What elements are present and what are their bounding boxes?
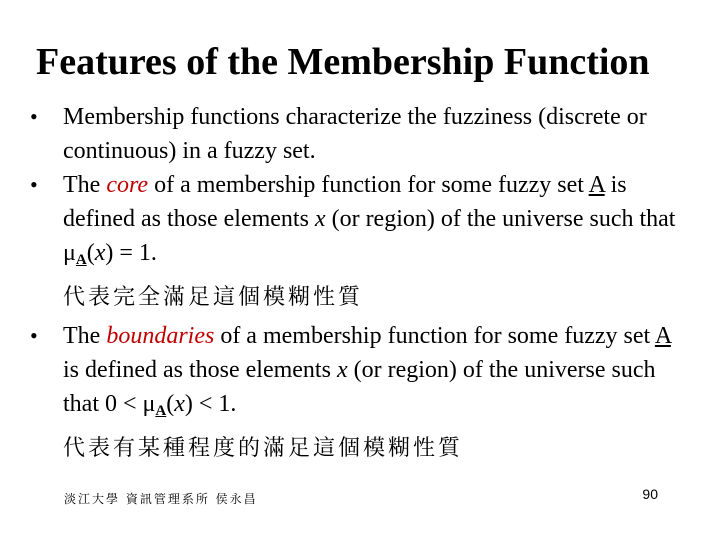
paren-open: (: [86, 240, 95, 266]
variable-x: x: [336, 357, 348, 383]
bullet-text-pre: The: [63, 323, 107, 349]
bullet-text-pre: The: [63, 172, 107, 198]
bullet-text-post: is defined as those elements: [63, 357, 337, 383]
bullet-text-post: (or region) of the universe such that: [325, 206, 676, 232]
bullet-dot-icon: •: [30, 172, 38, 197]
bullet-text-post: (or region) of the universe such that 0 <: [63, 357, 656, 417]
mu-subscript: A: [75, 252, 87, 268]
bullet-text: Membership functions characterize the fuzziness (discrete or continuous) in a fuzzy set.: [63, 104, 647, 164]
mu-symbol: μ: [63, 240, 76, 266]
term-core: core: [106, 172, 149, 198]
bullet-item: [30, 168, 690, 277]
bullet-dot-icon: •: [30, 323, 38, 348]
paren-open: (: [166, 391, 175, 417]
bullet-text-mid: of a membership function for some fuzzy set: [214, 323, 655, 349]
slide-title: Features of the Membership Function: [36, 41, 650, 83]
term-boundaries: boundaries: [106, 323, 215, 349]
fuzzy-set-name: A: [654, 323, 671, 349]
bullet-dot-icon: •: [30, 104, 38, 129]
mu-subscript: A: [155, 403, 167, 419]
variable-x: x: [174, 391, 185, 417]
bullet-text-mid: of a membership function for some fuzzy set: [148, 172, 589, 198]
bullet-item: [30, 100, 690, 168]
bullet-text-post: is defined as those elements: [63, 172, 627, 232]
variable-x: x: [94, 240, 106, 266]
chinese-note-boundaries: 代表有某種程度的滿足這個模糊性質: [63, 436, 464, 461]
bullet-list: [30, 100, 690, 470]
variable-x: x: [314, 206, 326, 232]
page-number: 90: [642, 486, 658, 502]
chinese-note-core: 代表完全滿足這個模糊性質: [63, 285, 364, 310]
equation-tail: ) < 1.: [184, 391, 237, 417]
footer-author: 淡江大學 資訊管理系所 侯永昌: [64, 492, 258, 506]
equation-tail: ) = 1.: [105, 240, 157, 266]
bullet-item: [30, 319, 690, 428]
mu-symbol: μ: [142, 391, 156, 417]
fuzzy-set-name: A: [588, 172, 605, 198]
